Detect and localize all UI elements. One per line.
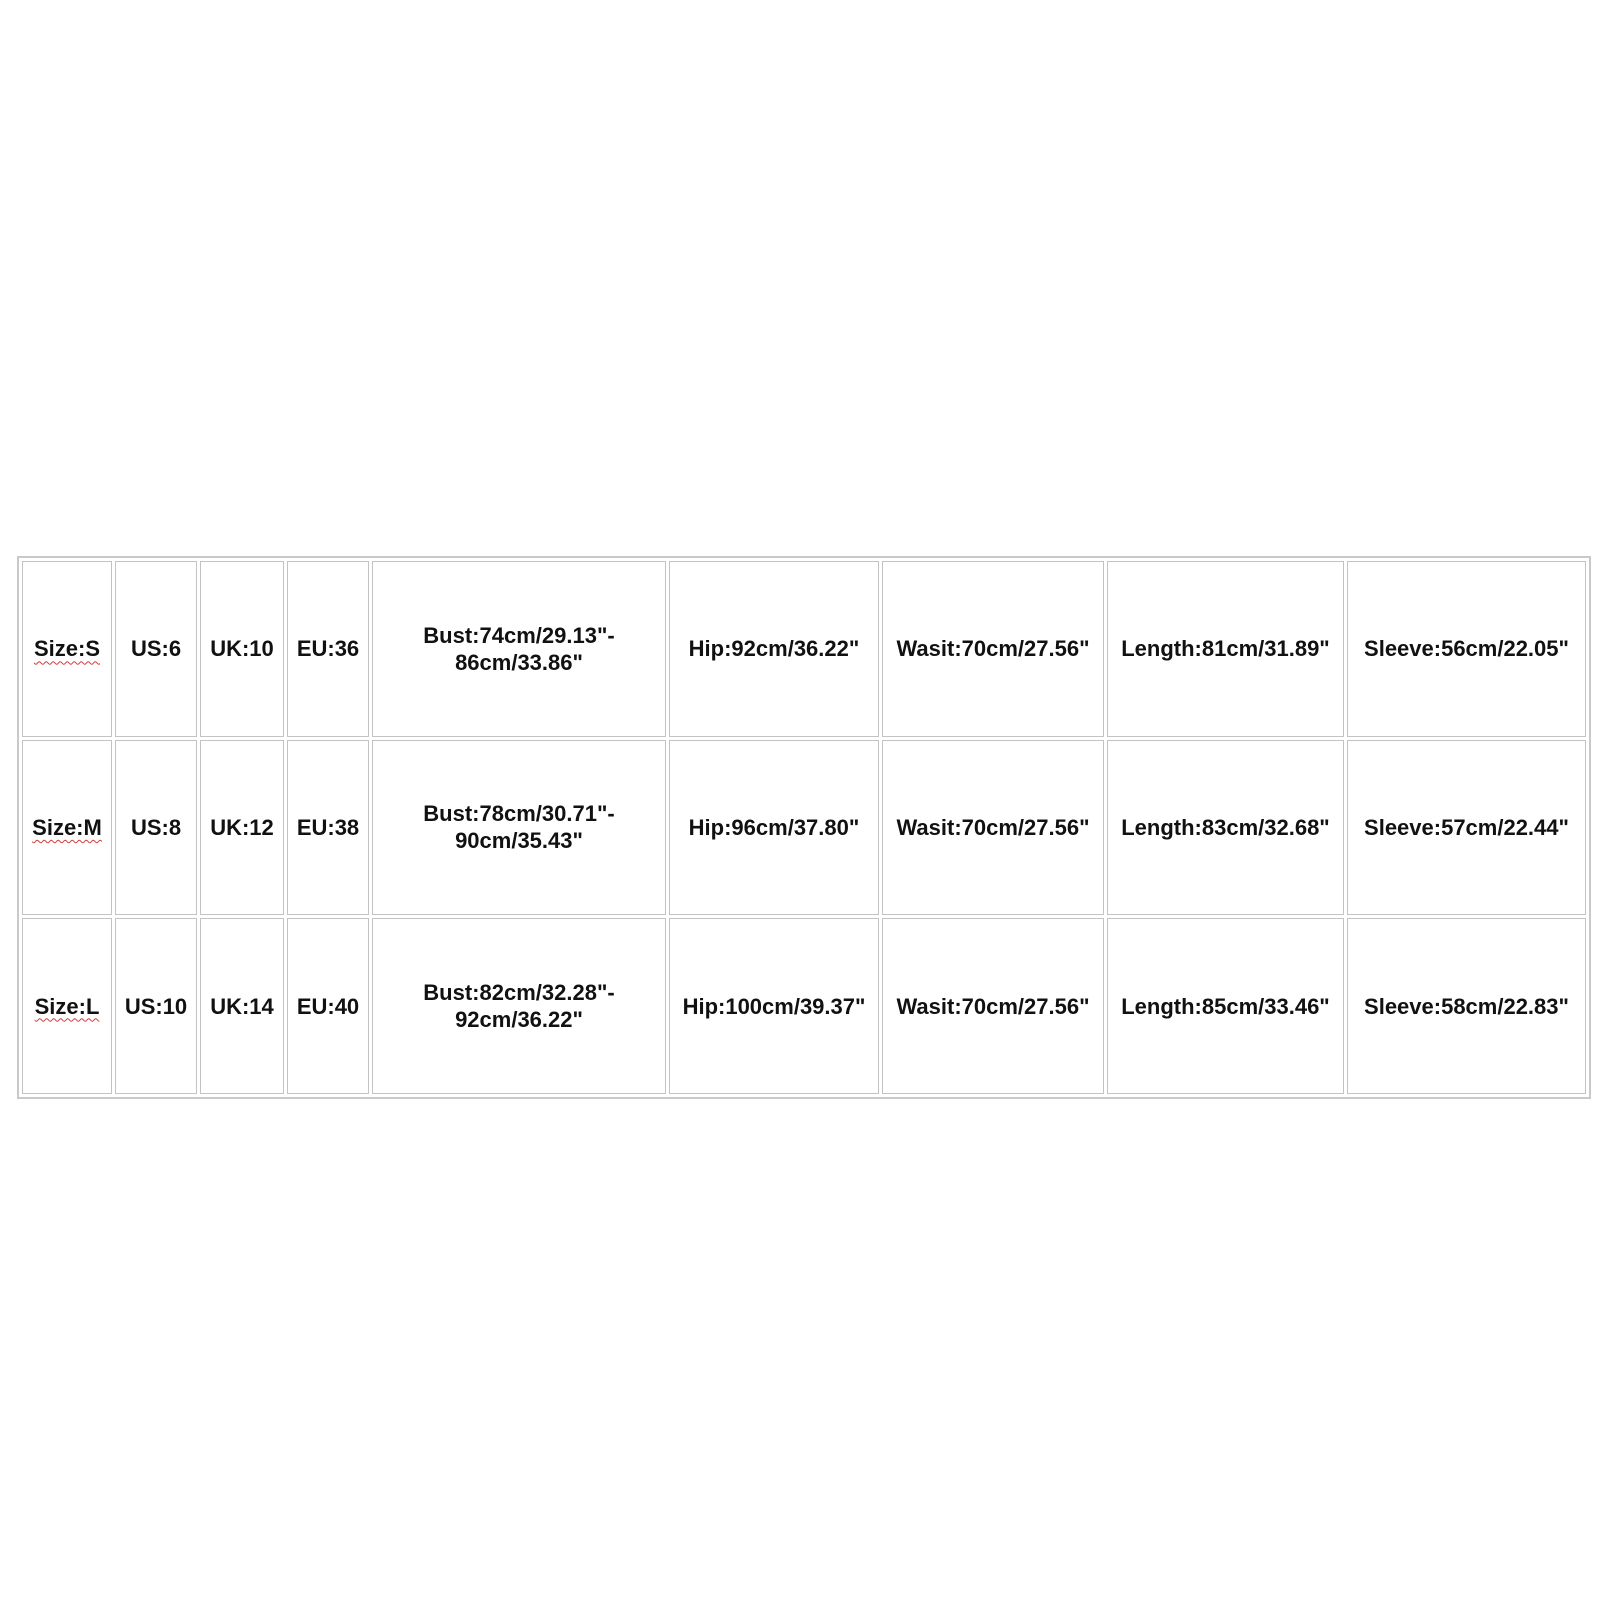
bust-line-1: Bust:74cm/29.13"- xyxy=(423,622,615,648)
bust-line-2: 92cm/36.22" xyxy=(455,1007,583,1033)
hip-cell: Hip:96cm/37.80" xyxy=(669,740,879,916)
bust-line-2: 90cm/35.43" xyxy=(455,828,583,854)
table-row xyxy=(22,918,1586,1094)
size-label: Size:L xyxy=(34,993,100,1019)
bust-line-1: Bust:82cm/32.28"- xyxy=(423,980,615,1006)
bust-cell xyxy=(372,740,666,916)
uk-size-cell: UK:14 xyxy=(200,918,284,1094)
size-label: Size:M xyxy=(32,814,102,840)
hip-cell: Hip:100cm/39.37" xyxy=(669,918,879,1094)
hip-cell: Hip:92cm/36.22" xyxy=(669,561,879,737)
us-size-cell: US:8 xyxy=(115,740,197,916)
waist-cell: Wasit:70cm/27.56" xyxy=(882,740,1104,916)
length-cell: Length:85cm/33.46" xyxy=(1107,918,1344,1094)
us-size-cell: US:6 xyxy=(115,561,197,737)
bust-cell xyxy=(372,561,666,737)
waist-cell: Wasit:70cm/27.56" xyxy=(882,918,1104,1094)
bust-cell xyxy=(372,918,666,1094)
size-chart-table xyxy=(17,556,1591,1099)
size-label: Size:S xyxy=(33,636,101,662)
uk-size-cell: UK:12 xyxy=(200,740,284,916)
size-cell xyxy=(22,918,112,1094)
us-size-cell: US:10 xyxy=(115,918,197,1094)
length-cell: Length:81cm/31.89" xyxy=(1107,561,1344,737)
length-cell: Length:83cm/32.68" xyxy=(1107,740,1344,916)
size-cell xyxy=(22,561,112,737)
sleeve-cell: Sleeve:57cm/22.44" xyxy=(1347,740,1586,916)
eu-size-cell: EU:36 xyxy=(287,561,369,737)
bust-line-2: 86cm/33.86" xyxy=(455,649,583,675)
sleeve-cell: Sleeve:56cm/22.05" xyxy=(1347,561,1586,737)
bust-line-1: Bust:78cm/30.71"- xyxy=(423,801,615,827)
eu-size-cell: EU:40 xyxy=(287,918,369,1094)
waist-cell: Wasit:70cm/27.56" xyxy=(882,561,1104,737)
table-row xyxy=(22,740,1586,916)
table-row xyxy=(22,561,1586,737)
size-cell xyxy=(22,740,112,916)
sleeve-cell: Sleeve:58cm/22.83" xyxy=(1347,918,1586,1094)
eu-size-cell: EU:38 xyxy=(287,740,369,916)
uk-size-cell: UK:10 xyxy=(200,561,284,737)
